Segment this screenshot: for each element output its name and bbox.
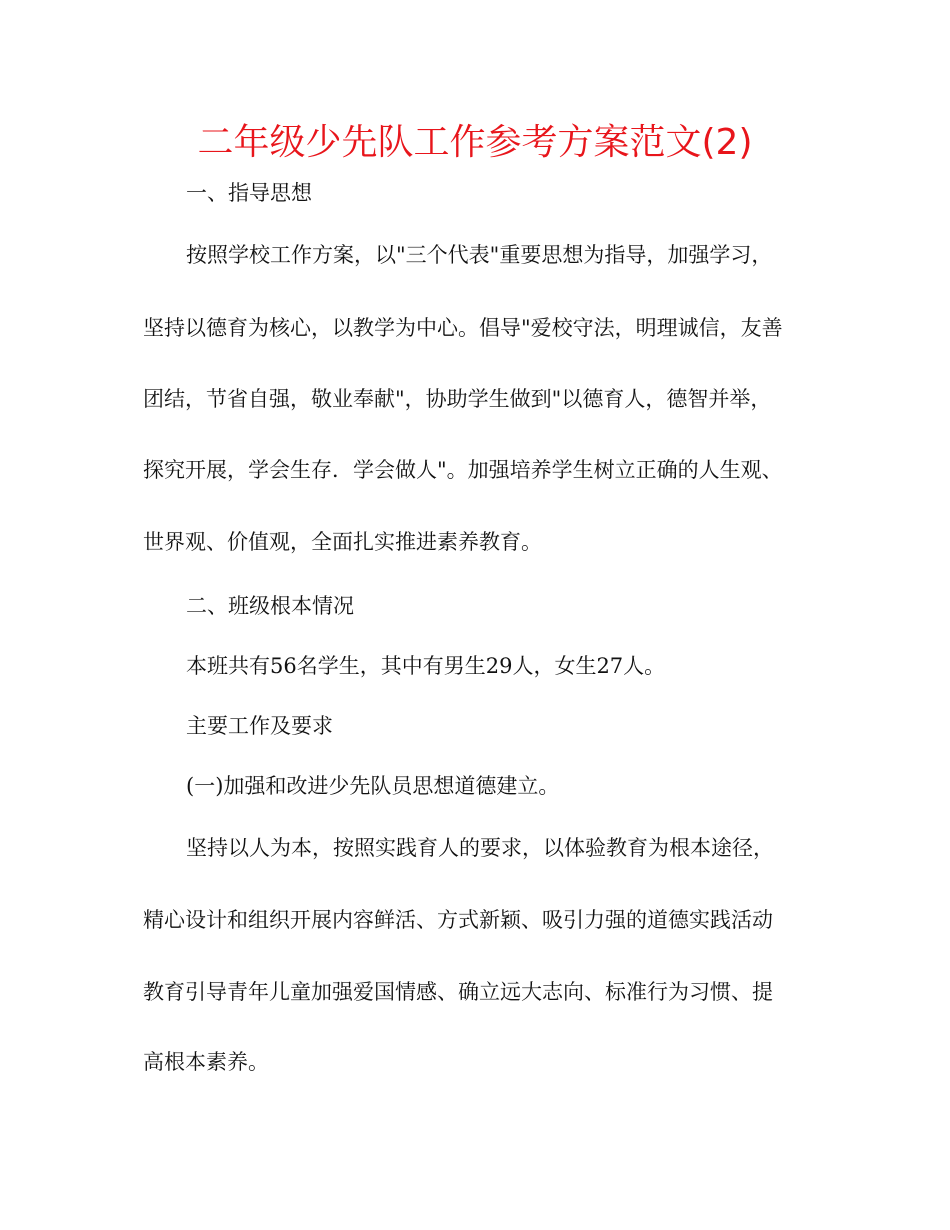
paragraph-line: 教育引导青年儿童加强爱国情感、确立远大志向、标准行为习惯、提 (143, 980, 773, 1004)
paragraph-line: 精心设计和组织开展内容鲜活、方式新颖、吸引力强的道德实践活动 (143, 908, 773, 932)
heading-class-situation: 二、班级根本情况 (186, 594, 354, 618)
heading-guiding-ideology: 一、指导思想 (186, 181, 312, 205)
paragraph-line: 坚持以德育为核心，以教学为中心。倡导"爱校守法，明理诚信，友善 (143, 316, 783, 340)
paragraph-line: 本班共有56名学生，其中有男生29人，女生27人。 (186, 654, 666, 678)
paragraph-line: 探究开展，学会生存．学会做人"。加强培养学生树立正确的人生观、 (143, 458, 783, 482)
document-title: 二年级少先队工作参考方案范文(2) (197, 122, 753, 163)
paragraph-line: 世界观、价值观，全面扎实推进素养教育。 (143, 530, 542, 554)
paragraph-line: 坚持以人为本，按照实践育人的要求，以体验教育为根本途径， (186, 836, 774, 860)
paragraph-line: 团结，节省自强，敬业奉献"，协助学生做到"以德育人，德智并举， (143, 387, 772, 411)
paragraph-line: 高根本素养。 (143, 1050, 269, 1074)
paragraph-line: 按照学校工作方案，以"三个代表"重要思想为指导，加强学习， (186, 243, 773, 267)
heading-main-work: 主要工作及要求 (186, 714, 333, 738)
subheading-moral-building: (一)加强和改进少先队员思想道德建立。 (186, 774, 560, 798)
